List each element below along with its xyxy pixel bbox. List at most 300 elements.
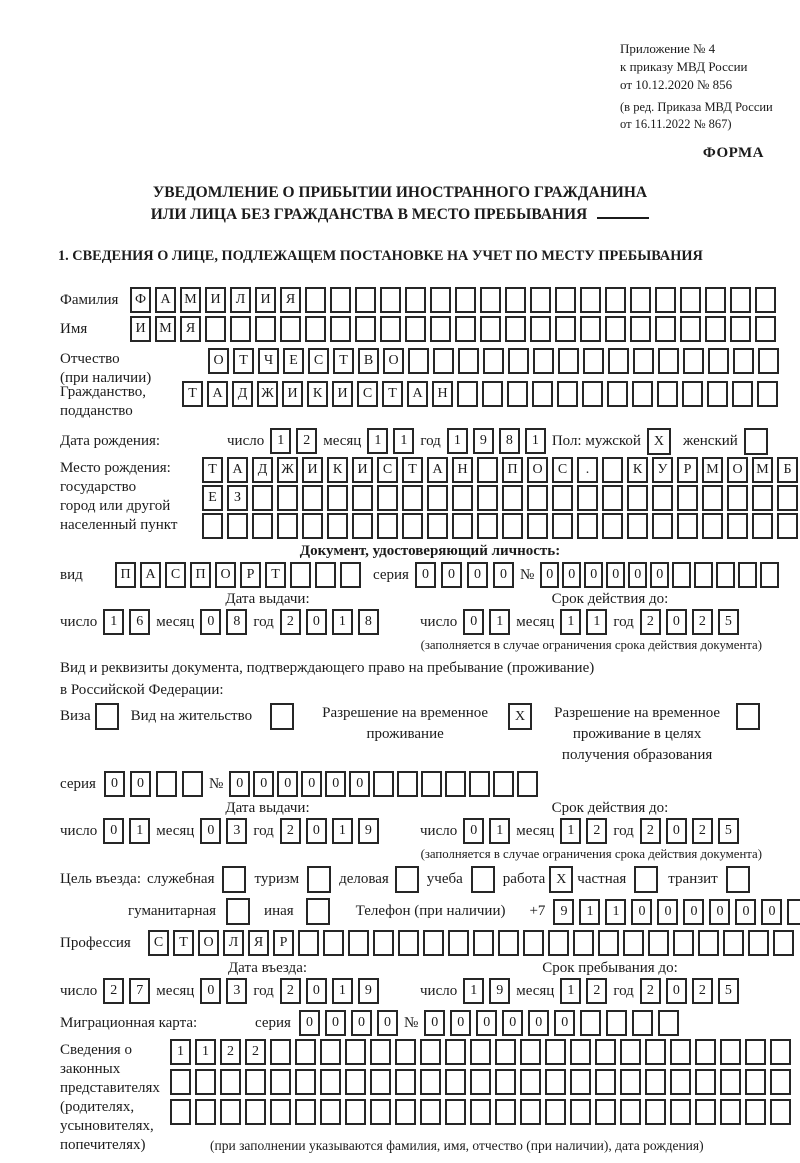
char-box[interactable] [348,930,369,956]
char-box[interactable] [555,287,576,313]
char-box[interactable] [595,1069,616,1095]
char-box[interactable] [633,348,654,374]
char-box[interactable]: 0 [306,978,327,1004]
char-box[interactable] [455,287,476,313]
char-box[interactable]: Р [273,930,294,956]
char-box[interactable] [608,348,629,374]
char-box[interactable] [682,381,703,407]
char-box[interactable]: И [205,287,226,313]
char-box[interactable] [745,1069,766,1095]
char-box[interactable] [770,1069,791,1095]
char-box[interactable]: А [407,381,428,407]
char-box[interactable] [645,1099,666,1125]
char-box[interactable] [245,1069,266,1095]
char-box[interactable] [577,513,598,539]
char-box[interactable] [493,771,514,797]
temp-permit-checkbox[interactable]: X [508,703,532,730]
char-box[interactable]: Я [180,316,201,342]
char-box[interactable] [632,1010,653,1036]
char-box[interactable] [777,485,798,511]
char-box[interactable] [602,485,623,511]
char-box[interactable] [470,1039,491,1065]
char-box[interactable]: 0 [467,562,488,588]
char-box[interactable]: З [227,485,248,511]
char-box[interactable] [658,1010,679,1036]
char-box[interactable] [583,348,604,374]
char-box[interactable]: 2 [692,978,713,1004]
char-box[interactable]: 0 [306,818,327,844]
char-box[interactable]: О [215,562,236,588]
char-box[interactable] [445,1099,466,1125]
char-box[interactable]: Т [382,381,403,407]
char-box[interactable]: 0 [666,818,687,844]
char-box[interactable] [720,1099,741,1125]
char-box[interactable] [295,1099,316,1125]
char-box[interactable]: 2 [220,1039,241,1065]
char-box[interactable]: С [148,930,169,956]
char-box[interactable] [723,930,744,956]
sex-male-checkbox[interactable]: X [647,428,671,455]
char-box[interactable] [752,513,773,539]
char-box[interactable] [558,348,579,374]
char-box[interactable]: Ф [130,287,151,313]
char-box[interactable]: С [552,457,573,483]
char-box[interactable] [620,1039,641,1065]
char-box[interactable] [517,771,538,797]
char-box[interactable] [380,287,401,313]
char-box[interactable] [570,1039,591,1065]
char-box[interactable] [405,287,426,313]
char-box[interactable] [421,771,442,797]
char-box[interactable]: П [115,562,136,588]
char-box[interactable]: 2 [280,609,301,635]
char-box[interactable] [445,1039,466,1065]
char-box[interactable] [730,316,751,342]
char-box[interactable] [582,381,603,407]
char-box[interactable]: О [727,457,748,483]
char-box[interactable] [580,316,601,342]
char-box[interactable] [530,316,551,342]
char-box[interactable] [205,316,226,342]
char-box[interactable] [457,381,478,407]
char-box[interactable] [655,316,676,342]
char-box[interactable] [505,316,526,342]
char-box[interactable] [420,1099,441,1125]
char-box[interactable] [470,1099,491,1125]
char-box[interactable] [182,771,203,797]
char-box[interactable] [302,513,323,539]
char-box[interactable] [577,485,598,511]
char-box[interactable]: А [227,457,248,483]
char-box[interactable] [448,930,469,956]
char-box[interactable] [195,1069,216,1095]
char-box[interactable] [252,513,273,539]
char-box[interactable] [708,348,729,374]
char-box[interactable] [652,513,673,539]
char-box[interactable]: 0 [349,771,370,797]
char-box[interactable] [277,485,298,511]
char-box[interactable] [630,316,651,342]
char-box[interactable] [730,287,751,313]
char-box[interactable] [627,513,648,539]
char-box[interactable] [170,1069,191,1095]
char-box[interactable] [370,1039,391,1065]
char-box[interactable]: М [752,457,773,483]
char-box[interactable]: 1 [560,978,581,1004]
char-box[interactable]: С [308,348,329,374]
char-box[interactable] [623,930,644,956]
char-box[interactable]: 1 [447,428,468,454]
char-box[interactable] [527,485,548,511]
char-box[interactable] [427,485,448,511]
char-box[interactable] [280,316,301,342]
char-box[interactable] [672,562,691,588]
char-box[interactable] [720,1039,741,1065]
char-box[interactable] [420,1069,441,1095]
purpose-work-checkbox[interactable]: X [549,866,573,893]
char-box[interactable] [397,771,418,797]
char-box[interactable] [760,562,779,588]
char-box[interactable] [658,348,679,374]
char-box[interactable]: 9 [358,818,379,844]
char-box[interactable] [230,316,251,342]
char-box[interactable]: 0 [650,562,669,588]
char-box[interactable] [630,287,651,313]
char-box[interactable] [677,513,698,539]
char-box[interactable] [345,1069,366,1095]
char-box[interactable] [330,316,351,342]
char-box[interactable]: 0 [441,562,462,588]
purpose-official-checkbox[interactable] [222,866,246,893]
char-box[interactable]: П [502,457,523,483]
char-box[interactable]: 8 [499,428,520,454]
char-box[interactable]: А [427,457,448,483]
char-box[interactable] [532,381,553,407]
char-box[interactable]: 0 [253,771,274,797]
char-box[interactable] [395,1039,416,1065]
char-box[interactable] [252,485,273,511]
char-box[interactable] [680,287,701,313]
char-box[interactable]: Т [173,930,194,956]
char-box[interactable]: 0 [628,562,647,588]
char-box[interactable]: 0 [130,771,151,797]
char-box[interactable] [458,348,479,374]
char-box[interactable]: 1 [586,609,607,635]
char-box[interactable]: 0 [415,562,436,588]
char-box[interactable] [705,287,726,313]
char-box[interactable]: 1 [605,899,626,925]
sex-female-checkbox[interactable] [744,428,768,455]
char-box[interactable]: М [155,316,176,342]
char-box[interactable]: 0 [301,771,322,797]
char-box[interactable] [777,513,798,539]
char-box[interactable]: 0 [103,818,124,844]
char-box[interactable] [732,381,753,407]
char-box[interactable]: Л [223,930,244,956]
char-box[interactable] [620,1099,641,1125]
char-box[interactable]: Ч [258,348,279,374]
char-box[interactable] [670,1099,691,1125]
char-box[interactable]: 0 [562,562,581,588]
char-box[interactable] [370,1099,391,1125]
char-box[interactable] [380,316,401,342]
char-box[interactable]: 1 [103,609,124,635]
char-box[interactable]: Н [452,457,473,483]
char-box[interactable]: С [165,562,186,588]
char-box[interactable] [330,287,351,313]
char-box[interactable] [298,930,319,956]
char-box[interactable]: С [357,381,378,407]
char-box[interactable] [580,287,601,313]
char-box[interactable] [648,930,669,956]
char-box[interactable] [602,457,623,483]
char-box[interactable] [477,485,498,511]
char-box[interactable] [452,485,473,511]
char-box[interactable] [495,1069,516,1095]
char-box[interactable] [680,316,701,342]
char-box[interactable] [598,930,619,956]
char-box[interactable] [580,1010,601,1036]
char-box[interactable]: И [352,457,373,483]
char-box[interactable]: Т [202,457,223,483]
char-box[interactable]: А [140,562,161,588]
char-box[interactable]: 0 [735,899,756,925]
char-box[interactable]: 2 [280,978,301,1004]
char-box[interactable] [695,1069,716,1095]
char-box[interactable]: 1 [560,818,581,844]
char-box[interactable]: Л [230,287,251,313]
char-box[interactable] [377,513,398,539]
char-box[interactable] [508,348,529,374]
char-box[interactable]: Т [265,562,286,588]
char-box[interactable] [327,485,348,511]
char-box[interactable] [727,485,748,511]
char-box[interactable]: 2 [586,978,607,1004]
char-box[interactable]: И [302,457,323,483]
char-box[interactable]: 1 [393,428,414,454]
char-box[interactable] [545,1039,566,1065]
char-box[interactable] [752,485,773,511]
char-box[interactable]: 1 [367,428,388,454]
char-box[interactable] [720,1069,741,1095]
char-box[interactable] [555,316,576,342]
char-box[interactable] [202,513,223,539]
char-box[interactable]: 0 [666,609,687,635]
char-box[interactable]: 0 [493,562,514,588]
char-box[interactable]: О [527,457,548,483]
char-box[interactable] [477,513,498,539]
char-box[interactable] [156,771,177,797]
char-box[interactable]: 2 [640,818,661,844]
char-box[interactable]: И [255,287,276,313]
char-box[interactable] [657,381,678,407]
char-box[interactable]: Е [202,485,223,511]
char-box[interactable]: 1 [129,818,150,844]
char-box[interactable] [748,930,769,956]
char-box[interactable]: 0 [528,1010,549,1036]
char-box[interactable] [502,513,523,539]
char-box[interactable] [602,513,623,539]
char-box[interactable]: 5 [718,609,739,635]
char-box[interactable] [677,485,698,511]
char-box[interactable]: 1 [525,428,546,454]
char-box[interactable] [315,562,336,588]
char-box[interactable] [755,316,776,342]
char-box[interactable]: О [383,348,404,374]
char-box[interactable]: 0 [104,771,125,797]
char-box[interactable] [395,1099,416,1125]
char-box[interactable] [352,485,373,511]
char-box[interactable]: 0 [502,1010,523,1036]
char-box[interactable]: 8 [226,609,247,635]
char-box[interactable]: С [377,457,398,483]
char-box[interactable]: 8 [358,609,379,635]
char-box[interactable] [523,930,544,956]
char-box[interactable]: 2 [692,609,713,635]
char-box[interactable]: 0 [450,1010,471,1036]
char-box[interactable]: Ж [277,457,298,483]
char-box[interactable] [773,930,794,956]
char-box[interactable]: 0 [666,978,687,1004]
char-box[interactable]: Р [677,457,698,483]
char-box[interactable]: 2 [296,428,317,454]
char-box[interactable] [755,287,776,313]
char-box[interactable] [195,1099,216,1125]
char-box[interactable] [255,316,276,342]
char-box[interactable] [705,316,726,342]
char-box[interactable] [345,1099,366,1125]
char-box[interactable] [327,513,348,539]
char-box[interactable]: М [702,457,723,483]
char-box[interactable] [557,381,578,407]
char-box[interactable] [745,1039,766,1065]
purpose-tourism-checkbox[interactable] [307,866,331,893]
char-box[interactable] [545,1099,566,1125]
char-box[interactable]: 0 [424,1010,445,1036]
char-box[interactable]: 0 [306,609,327,635]
char-box[interactable]: 0 [325,1010,346,1036]
char-box[interactable] [645,1069,666,1095]
char-box[interactable] [695,1099,716,1125]
char-box[interactable] [495,1099,516,1125]
char-box[interactable] [673,930,694,956]
char-box[interactable]: 1 [195,1039,216,1065]
char-box[interactable] [605,287,626,313]
char-box[interactable] [570,1069,591,1095]
purpose-business-checkbox[interactable] [395,866,419,893]
char-box[interactable] [352,513,373,539]
char-box[interactable]: 0 [606,562,625,588]
char-box[interactable]: 0 [584,562,603,588]
char-box[interactable] [545,1069,566,1095]
char-box[interactable] [320,1039,341,1065]
char-box[interactable]: 3 [226,818,247,844]
char-box[interactable] [423,930,444,956]
char-box[interactable]: 0 [476,1010,497,1036]
char-box[interactable] [402,485,423,511]
char-box[interactable] [320,1099,341,1125]
char-box[interactable]: П [190,562,211,588]
char-box[interactable] [527,513,548,539]
char-box[interactable] [702,513,723,539]
char-box[interactable]: 2 [640,609,661,635]
char-box[interactable]: 2 [103,978,124,1004]
char-box[interactable] [530,287,551,313]
char-box[interactable]: 0 [229,771,250,797]
char-box[interactable] [290,562,311,588]
char-box[interactable]: 5 [718,818,739,844]
char-box[interactable] [702,485,723,511]
char-box[interactable] [270,1039,291,1065]
char-box[interactable] [482,381,503,407]
residence-permit-checkbox[interactable] [270,703,294,730]
char-box[interactable]: К [307,381,328,407]
char-box[interactable]: 7 [129,978,150,1004]
char-box[interactable] [420,1039,441,1065]
char-box[interactable] [455,316,476,342]
char-box[interactable]: 0 [683,899,704,925]
char-box[interactable] [373,930,394,956]
char-box[interactable] [620,1069,641,1095]
char-box[interactable] [430,287,451,313]
char-box[interactable] [480,316,501,342]
char-box[interactable] [632,381,653,407]
char-box[interactable] [770,1039,791,1065]
char-box[interactable]: 6 [129,609,150,635]
char-box[interactable] [670,1039,691,1065]
char-box[interactable] [227,513,248,539]
char-box[interactable] [295,1069,316,1095]
char-box[interactable] [270,1099,291,1125]
char-box[interactable]: 0 [540,562,559,588]
char-box[interactable]: 0 [351,1010,372,1036]
char-box[interactable]: Б [777,457,798,483]
char-box[interactable] [302,485,323,511]
char-box[interactable] [787,899,800,925]
char-box[interactable]: 1 [332,818,353,844]
char-box[interactable]: 1 [560,609,581,635]
char-box[interactable] [605,316,626,342]
char-box[interactable]: Я [248,930,269,956]
char-box[interactable] [277,513,298,539]
char-box[interactable]: Д [232,381,253,407]
char-box[interactable] [738,562,757,588]
char-box[interactable] [445,771,466,797]
purpose-transit-checkbox[interactable] [726,866,750,893]
char-box[interactable] [607,381,628,407]
char-box[interactable] [470,1069,491,1095]
char-box[interactable]: О [208,348,229,374]
char-box[interactable] [570,1099,591,1125]
char-box[interactable] [698,930,719,956]
char-box[interactable] [427,513,448,539]
char-box[interactable]: И [332,381,353,407]
char-box[interactable]: К [627,457,648,483]
char-box[interactable]: 1 [463,978,484,1004]
visa-checkbox[interactable] [95,703,119,730]
char-box[interactable] [323,930,344,956]
char-box[interactable]: О [198,930,219,956]
char-box[interactable] [320,1069,341,1095]
char-box[interactable] [552,513,573,539]
char-box[interactable] [170,1099,191,1125]
purpose-humanitarian-checkbox[interactable] [226,898,250,925]
char-box[interactable] [694,562,713,588]
char-box[interactable] [245,1099,266,1125]
char-box[interactable]: 5 [718,978,739,1004]
char-box[interactable] [716,562,735,588]
char-box[interactable]: 0 [631,899,652,925]
